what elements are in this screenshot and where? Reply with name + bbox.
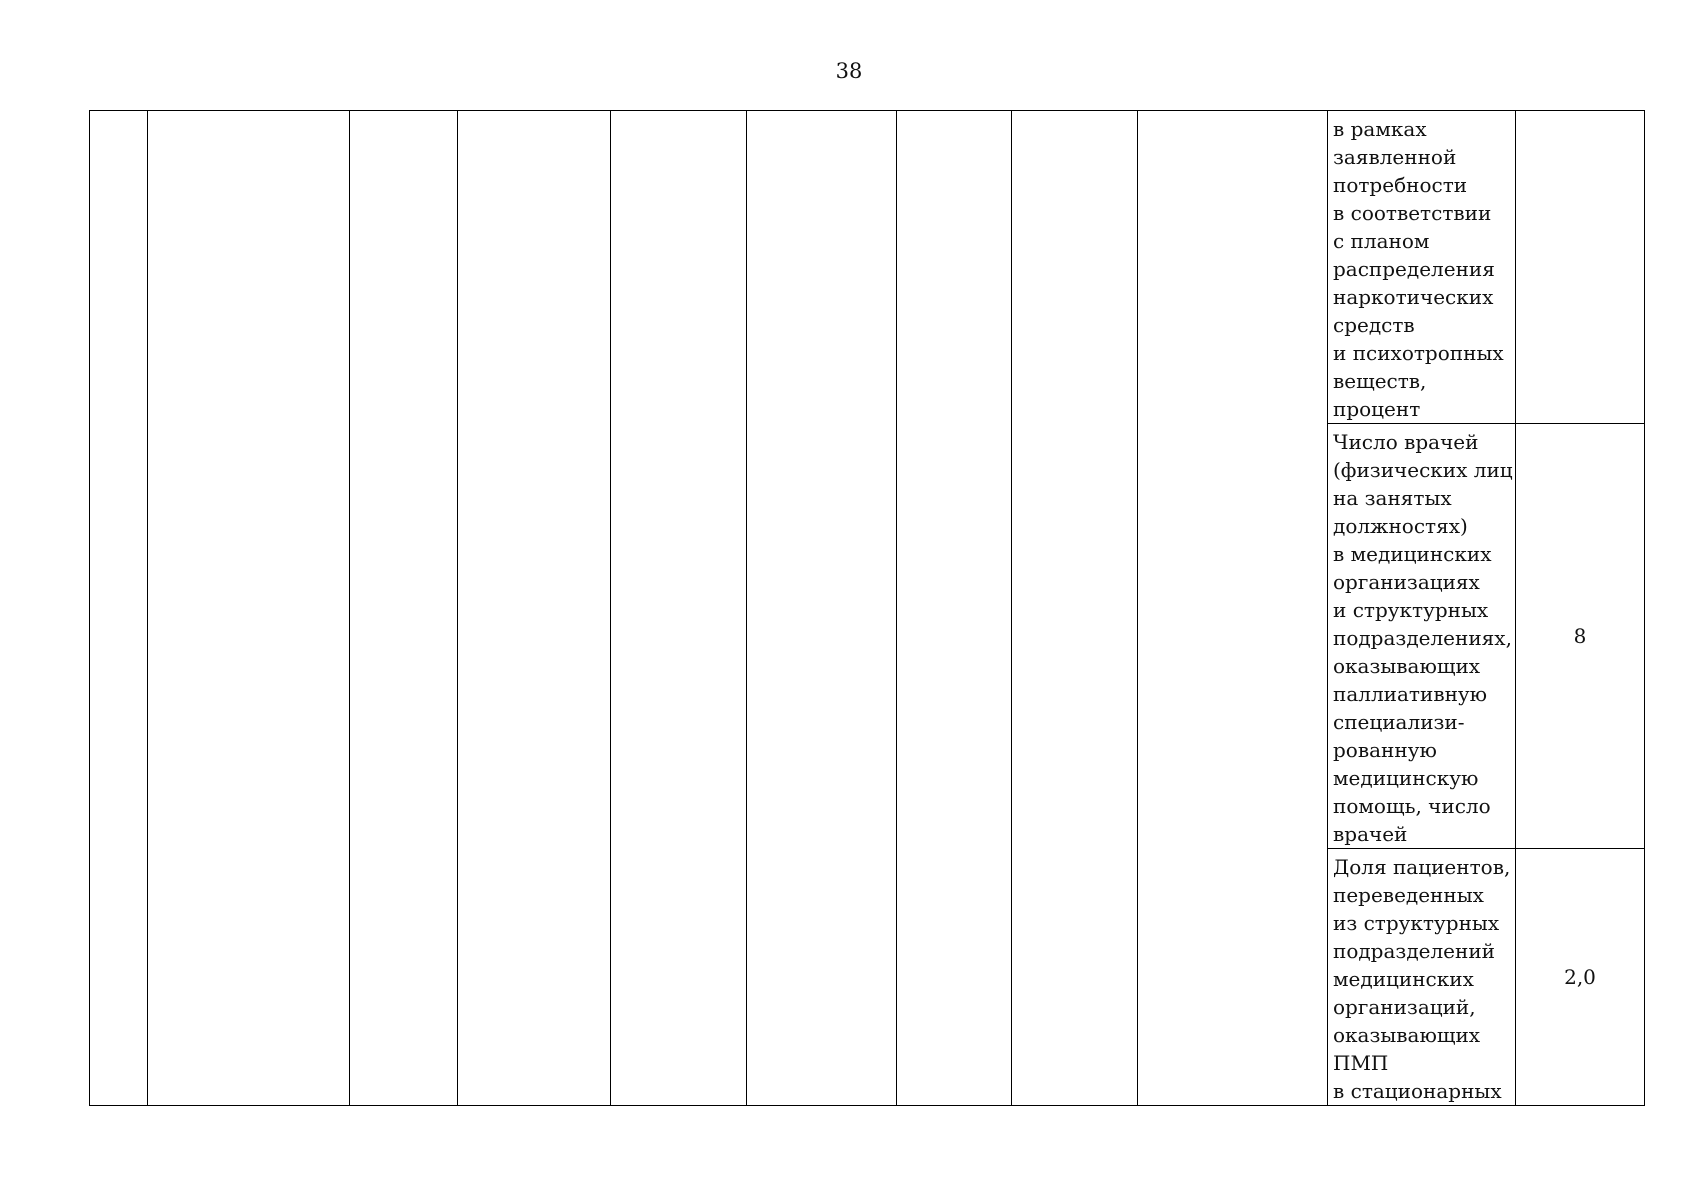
indicator-line: веществ, <box>1333 369 1427 393</box>
indicator-line: специализи- <box>1333 710 1465 734</box>
indicator-line: (физических лиц <box>1333 458 1513 482</box>
indicator-line: подразделениях, <box>1333 626 1512 650</box>
indicator-line: организаций, <box>1333 995 1476 1019</box>
indicator-line: медицинскую <box>1333 766 1479 790</box>
indicator-line: процент <box>1333 397 1421 421</box>
indicator-cell <box>1328 424 1516 849</box>
table-cell-empty <box>350 111 458 1106</box>
indicator-line: и психотропных <box>1333 341 1504 365</box>
table-cell-empty <box>90 111 148 1106</box>
indicator-line: на занятых <box>1333 486 1452 510</box>
indicator-line: помощь, число <box>1333 794 1491 818</box>
indicator-line: врачей <box>1333 822 1408 846</box>
indicators-table <box>89 110 1645 1106</box>
table-row <box>90 111 1645 424</box>
indicator-line: ПМП <box>1333 1051 1389 1075</box>
indicator-line: оказывающих <box>1333 654 1481 678</box>
indicator-cell <box>1328 111 1516 424</box>
indicator-line: должностях) <box>1333 514 1468 538</box>
table-cell-empty <box>1138 111 1328 1106</box>
indicator-line: в соответствии <box>1333 201 1492 225</box>
table-cell-empty <box>458 111 611 1106</box>
value-cell: 8 <box>1516 424 1645 849</box>
indicator-line: в стационарных <box>1333 1079 1502 1103</box>
indicator-line: распределения <box>1333 257 1495 281</box>
indicator-line: организациях <box>1333 570 1480 594</box>
indicator-line: заявленной <box>1333 145 1457 169</box>
indicator-line: паллиативную <box>1333 682 1488 706</box>
indicator-line: рованную <box>1333 738 1437 762</box>
indicator-line: наркотических <box>1333 285 1494 309</box>
indicator-line: и структурных <box>1333 598 1489 622</box>
page-number: 38 <box>835 59 863 83</box>
table-cell-empty <box>747 111 897 1106</box>
indicator-line: оказывающих <box>1333 1023 1481 1047</box>
table-cell-empty <box>148 111 350 1106</box>
indicator-line: средств <box>1333 313 1415 337</box>
indicator-cell <box>1328 849 1516 1106</box>
indicator-line: потребности <box>1333 173 1468 197</box>
indicator-line: с планом <box>1333 229 1430 253</box>
indicator-line: Доля пациентов, <box>1333 855 1511 879</box>
table-cell-empty <box>1012 111 1138 1106</box>
table-cell-empty <box>611 111 747 1106</box>
value-cell: 2,0 <box>1516 849 1645 1106</box>
indicator-line: из структурных <box>1333 911 1500 935</box>
indicator-line: переведенных <box>1333 883 1484 907</box>
indicator-line: медицинских <box>1333 967 1474 991</box>
indicator-line: в рамках <box>1333 117 1427 141</box>
value-cell <box>1516 111 1645 424</box>
table-cell-empty <box>897 111 1012 1106</box>
indicator-line: подразделений <box>1333 939 1496 963</box>
indicator-line: Число врачей <box>1333 430 1479 454</box>
indicator-line: в медицинских <box>1333 542 1492 566</box>
